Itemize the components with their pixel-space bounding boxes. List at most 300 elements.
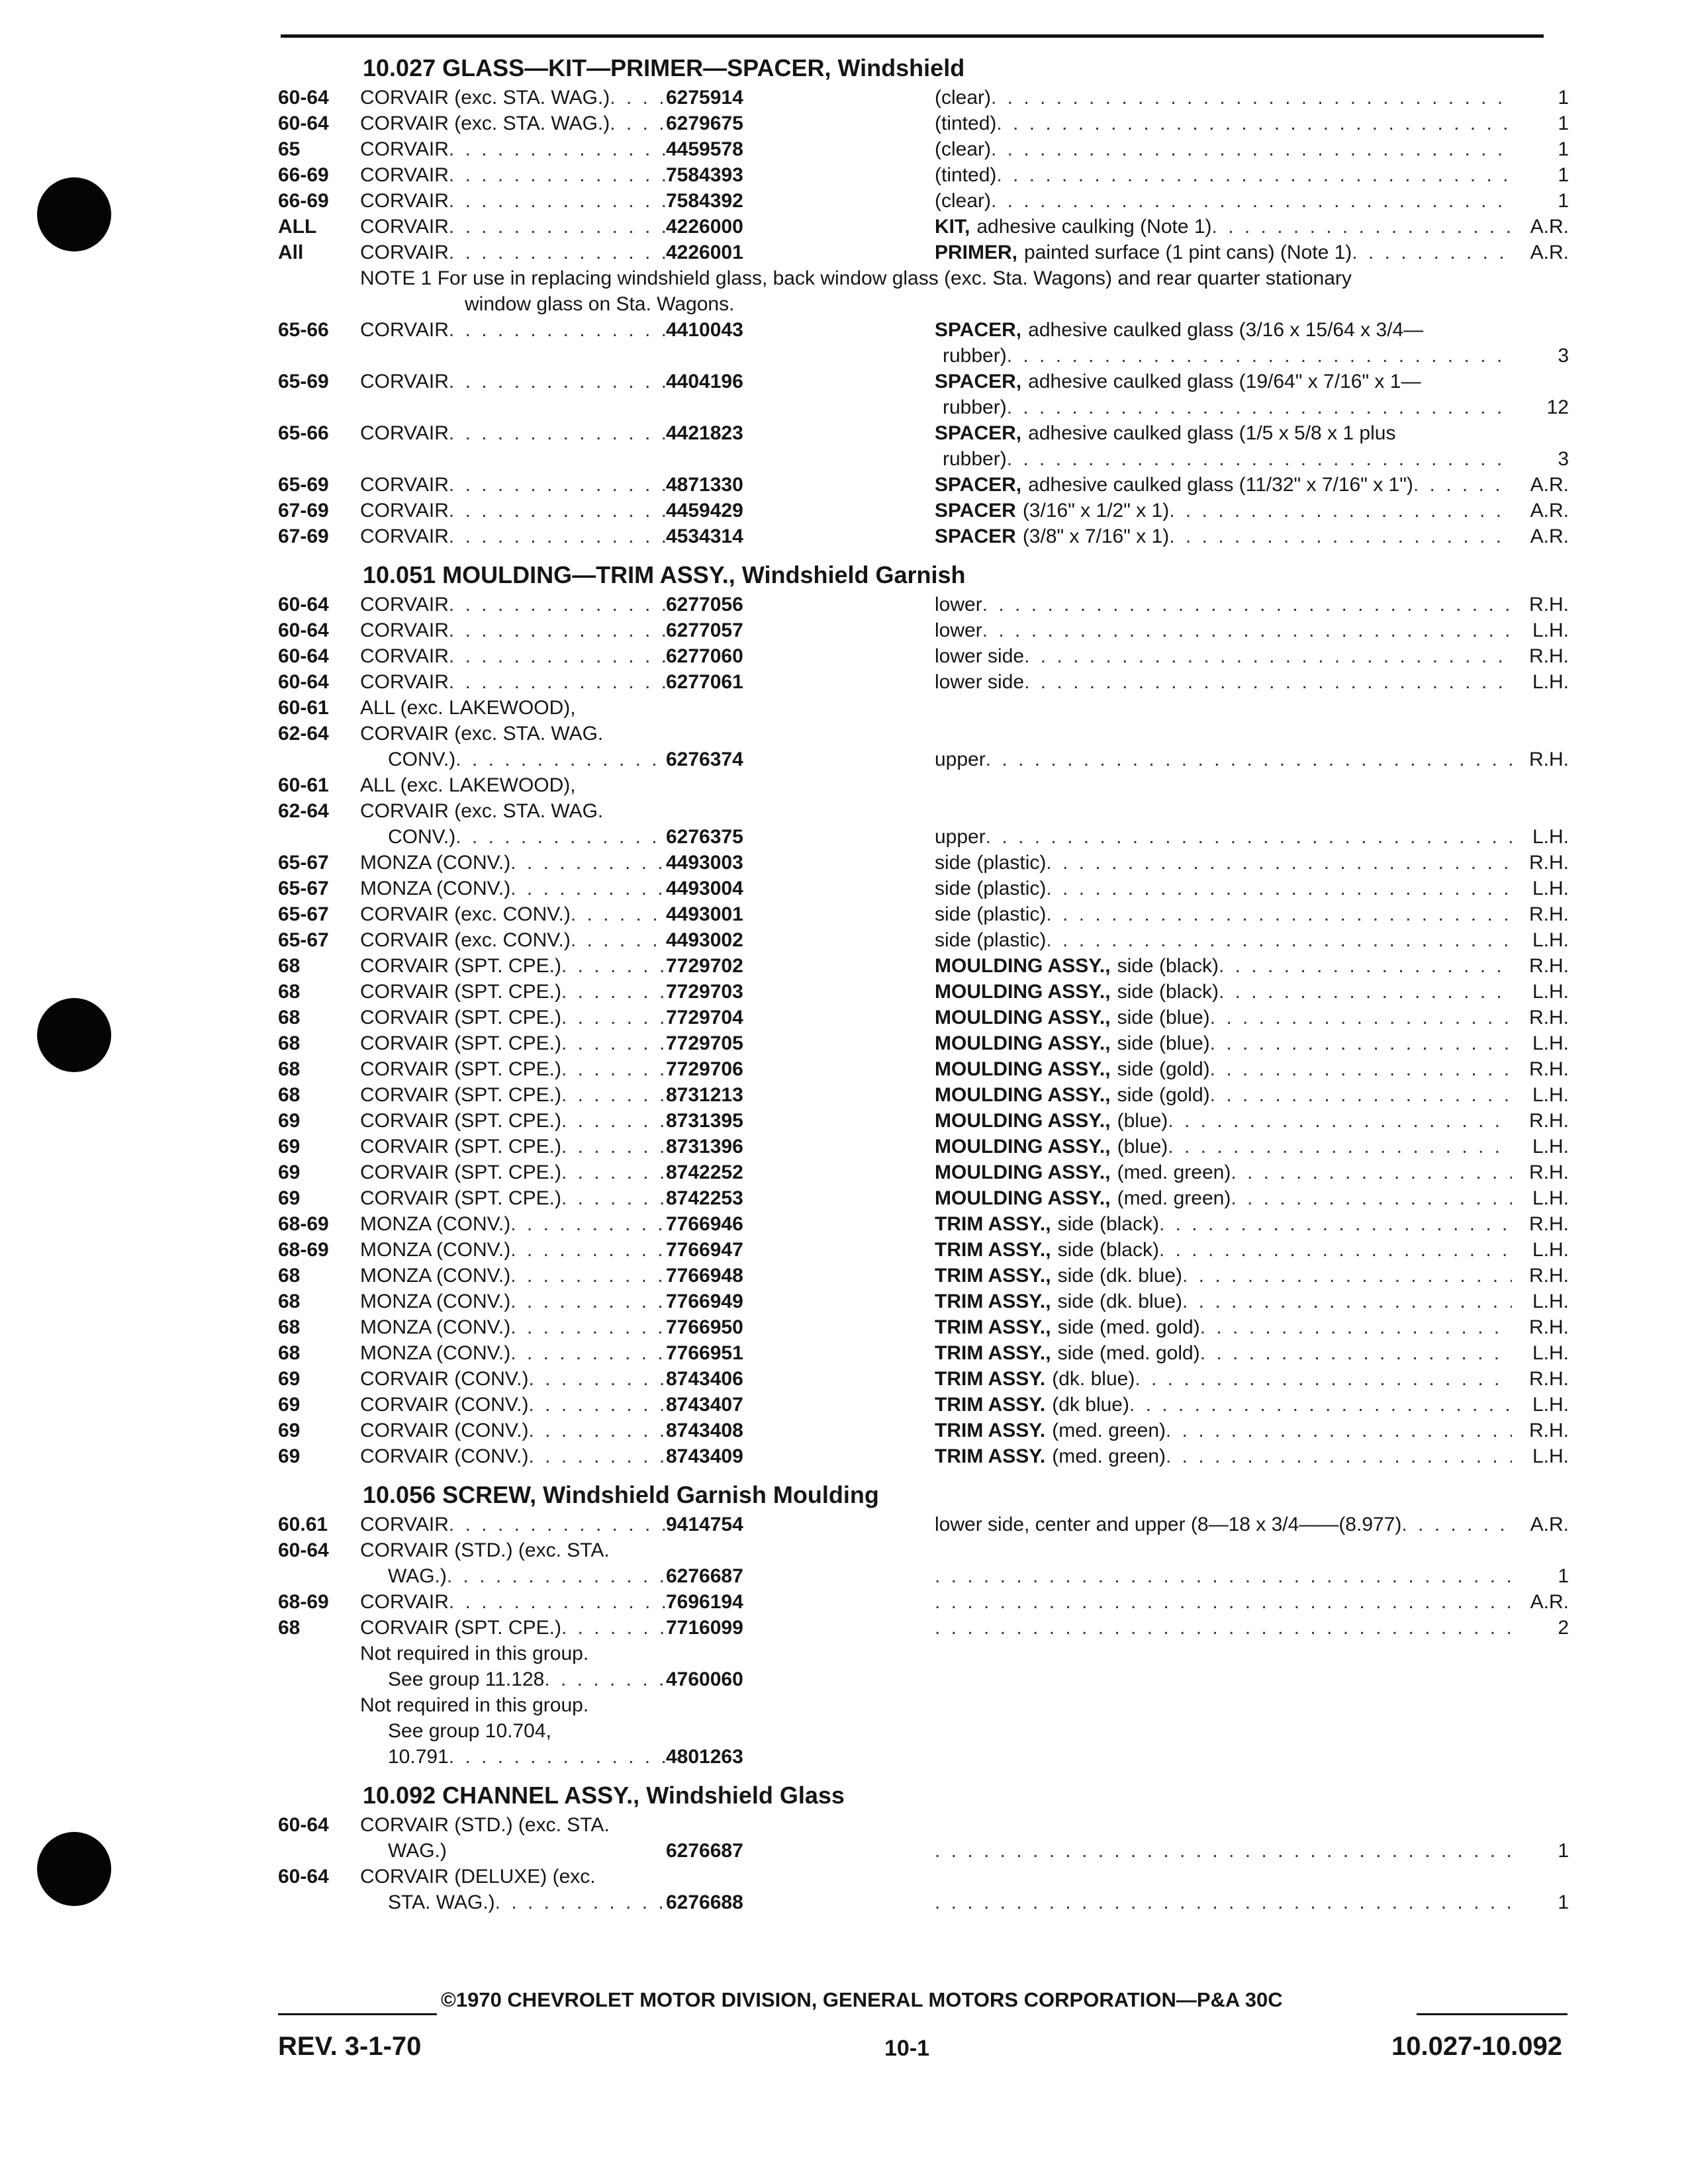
part-number: 6279675 — [666, 113, 743, 134]
model-text: See group 10.704, — [388, 1720, 551, 1742]
quantity: A.R. — [1530, 1591, 1569, 1613]
table-row — [278, 1340, 1569, 1366]
section-heading — [278, 559, 1569, 592]
section-title: MOULDING—TRIM ASSY., — [442, 561, 735, 588]
row-model — [360, 1030, 666, 1056]
quantity: L.H. — [1532, 1084, 1569, 1106]
table-row — [278, 1030, 1569, 1056]
row-year: 68 — [278, 1007, 301, 1028]
row-description — [935, 1082, 1512, 1108]
row-year — [278, 394, 360, 420]
table-row — [278, 1289, 1569, 1314]
row-description — [935, 695, 1512, 721]
row-year: 65-67 — [278, 878, 329, 899]
table-row — [278, 1185, 1569, 1211]
row-model — [360, 1563, 666, 1589]
table-row — [278, 1812, 1569, 1838]
row-model — [360, 1082, 666, 1108]
model-text: CORVAIR (SPT. CPE.) — [360, 1161, 561, 1183]
part-number: 8731213 — [666, 1084, 743, 1106]
description-text: (med. green) — [1052, 1420, 1166, 1441]
row-description — [935, 317, 1512, 343]
dot-leader — [982, 617, 1512, 643]
quantity — [1512, 1744, 1569, 1770]
row-description — [935, 1666, 1512, 1692]
dot-leader — [1046, 850, 1512, 876]
model-text: CORVAIR — [360, 1591, 449, 1613]
description-keyword: MOULDING ASSY., — [935, 1084, 1111, 1106]
model-text: CORVAIR — [360, 216, 449, 238]
quantity: A.R. — [1530, 1514, 1569, 1535]
model-text: See group 11.128 — [388, 1668, 545, 1690]
model-text: 10.791 — [388, 1746, 449, 1768]
row-description — [935, 1838, 1512, 1864]
model-text: CORVAIR (SPT. CPE.) — [360, 1136, 561, 1158]
row-description — [935, 446, 1512, 472]
part-number: 7766950 — [666, 1316, 743, 1338]
quantity — [1512, 1718, 1569, 1744]
row-model — [360, 695, 666, 721]
table-row — [278, 953, 1569, 979]
description-text: rubber) — [943, 345, 1007, 367]
table-row — [278, 498, 1569, 523]
description-text: lower side — [935, 645, 1025, 667]
description-text: adhesive caulking (Note 1) — [976, 216, 1212, 238]
table-row — [278, 1443, 1569, 1469]
row-model — [360, 1641, 666, 1666]
row-description — [935, 214, 1512, 240]
row-year: 60-64 — [278, 113, 329, 134]
row-year: 69 — [278, 1368, 301, 1390]
row-model — [360, 85, 666, 111]
row-year: 68-69 — [278, 1213, 329, 1235]
row-description — [935, 1056, 1512, 1082]
dot-leader — [449, 669, 666, 695]
row-description — [935, 369, 1512, 394]
model-text: CORVAIR — [360, 645, 449, 667]
dot-leader — [449, 1744, 666, 1770]
quantity: 1 — [1558, 1891, 1569, 1913]
footer-rule-right — [1417, 2013, 1568, 2015]
table-row — [278, 1418, 1569, 1443]
model-text: CORVAIR (exc. CONV.) — [360, 903, 571, 925]
row-description — [935, 850, 1512, 876]
part-number: 8742252 — [666, 1161, 743, 1183]
section-heading — [278, 52, 1569, 85]
dot-leader — [1231, 1185, 1512, 1211]
description-keyword: MOULDING ASSY., — [935, 1007, 1111, 1028]
dot-leader — [935, 1838, 1512, 1864]
section-number: 10.051 — [363, 561, 436, 588]
part-number: 4421823 — [666, 422, 743, 444]
row-year — [278, 1692, 360, 1718]
table-row — [278, 162, 1569, 188]
row-year: 69 — [278, 1420, 301, 1441]
section-subtitle: Windshield Glass — [646, 1782, 845, 1809]
description-keyword: KIT, — [935, 216, 970, 238]
part-number: 4760060 — [666, 1668, 743, 1690]
dot-leader — [1413, 472, 1512, 498]
description-text: side (blue) — [1117, 1032, 1210, 1054]
part-number: 8731395 — [666, 1110, 743, 1132]
quantity — [1512, 1692, 1569, 1718]
model-text: CORVAIR (SPT. CPE.) — [360, 1007, 561, 1028]
quantity: 12 — [1546, 396, 1569, 418]
row-year: 65-66 — [278, 319, 329, 341]
dot-leader — [1200, 1314, 1512, 1340]
description-text: lower side — [935, 671, 1025, 693]
row-year: All — [278, 242, 304, 263]
description-text: (tinted) — [935, 113, 997, 134]
dot-leader — [1024, 669, 1512, 695]
description-keyword: MOULDING ASSY., — [935, 1032, 1111, 1054]
row-model — [360, 1108, 666, 1134]
quantity: L.H. — [1532, 1394, 1569, 1416]
section-title: SCREW, — [442, 1481, 537, 1508]
table-row — [278, 901, 1569, 927]
row-model — [360, 617, 666, 643]
table-row — [278, 1744, 1569, 1770]
row-year: 68 — [278, 1342, 301, 1364]
model-text: CORVAIR (STD.) (exc. STA. — [360, 1814, 610, 1836]
description-text: side (black) — [1057, 1239, 1159, 1261]
row-model — [360, 1237, 666, 1263]
dot-leader — [610, 85, 666, 111]
row-year: 65 — [278, 138, 301, 160]
dot-leader — [510, 1289, 666, 1314]
description-text: (tinted) — [935, 164, 997, 186]
table-row — [278, 369, 1569, 394]
quantity: R.H. — [1529, 955, 1569, 977]
page-number: 10-1 — [884, 2036, 930, 2061]
table-row — [278, 979, 1569, 1005]
dot-leader — [561, 1108, 666, 1134]
quantity — [1512, 317, 1569, 343]
table-row — [278, 472, 1569, 498]
model-text: CORVAIR (SPT. CPE.) — [360, 1617, 561, 1639]
model-text: MONZA (CONV.) — [360, 1239, 511, 1261]
dot-leader — [991, 188, 1512, 214]
dot-leader — [1135, 1366, 1512, 1392]
model-text: CORVAIR (SPT. CPE.) — [360, 981, 561, 1003]
row-description — [935, 1108, 1512, 1134]
model-text: CORVAIR (SPT. CPE.) — [360, 1110, 561, 1132]
row-model — [360, 420, 666, 446]
dot-leader — [447, 1563, 666, 1589]
row-description — [935, 1211, 1512, 1237]
dot-leader — [1210, 1005, 1512, 1030]
row-year — [278, 1641, 360, 1666]
footer-rule-left — [278, 2013, 437, 2015]
section-number: 10.027 — [363, 54, 436, 81]
table-row — [278, 824, 1569, 850]
row-description — [935, 1812, 1512, 1838]
dot-leader — [449, 214, 666, 240]
row-description — [935, 876, 1512, 901]
quantity: R.H. — [1529, 1058, 1569, 1080]
part-number: 8743408 — [666, 1420, 743, 1441]
row-description — [935, 1864, 1512, 1889]
row-year: 62-64 — [278, 800, 329, 822]
table-row — [278, 1512, 1569, 1537]
row-description — [935, 1718, 1512, 1744]
model-text: CORVAIR — [360, 138, 449, 160]
row-year — [278, 1889, 360, 1915]
description-text: side (black) — [1117, 981, 1219, 1003]
row-model — [360, 214, 666, 240]
row-model — [360, 1289, 666, 1314]
table-row-continued — [278, 343, 1569, 369]
row-description — [935, 420, 1512, 446]
row-description — [935, 1340, 1512, 1366]
row-model — [360, 1366, 666, 1392]
row-year: 65-67 — [278, 852, 329, 874]
part-number: 7584392 — [666, 190, 743, 212]
dot-leader — [986, 747, 1512, 772]
model-text: CORVAIR — [360, 500, 449, 522]
row-year: 60.61 — [278, 1514, 328, 1535]
quantity: R.H. — [1529, 1007, 1569, 1028]
row-description — [935, 394, 1512, 420]
table-row — [278, 111, 1569, 136]
row-year — [278, 343, 360, 369]
row-model — [360, 1589, 666, 1615]
description-text: painted surface (1 pint cans) (Note 1) — [1024, 242, 1352, 263]
part-number — [666, 343, 935, 369]
part-number — [666, 446, 935, 472]
description-text: side (black) — [1117, 955, 1219, 977]
row-year: 65-67 — [278, 929, 329, 951]
part-number: 4493003 — [666, 852, 743, 874]
dot-leader — [1166, 1418, 1512, 1443]
part-number: 4493001 — [666, 903, 743, 925]
row-description — [935, 901, 1512, 927]
dot-leader — [510, 1340, 666, 1366]
part-number: 7729703 — [666, 981, 743, 1003]
table-row — [278, 1589, 1569, 1615]
row-description — [935, 1641, 1512, 1666]
row-model — [360, 1056, 666, 1082]
description-keyword: MOULDING ASSY., — [935, 1110, 1111, 1132]
dot-leader — [529, 1366, 667, 1392]
description-keyword: SPACER, — [935, 371, 1022, 392]
quantity: R.H. — [1529, 1213, 1569, 1235]
dot-leader — [1168, 1134, 1512, 1160]
dot-leader — [1007, 394, 1512, 420]
dot-leader — [449, 498, 666, 523]
dot-leader — [996, 111, 1512, 136]
description-keyword: MOULDING ASSY., — [935, 1136, 1111, 1158]
description-text: side (plastic) — [935, 903, 1047, 925]
quantity: R.H. — [1529, 749, 1569, 770]
row-model — [360, 1392, 666, 1418]
model-text: CORVAIR — [360, 319, 449, 341]
description-text: side (gold) — [1117, 1084, 1210, 1106]
row-model — [360, 1418, 666, 1443]
dot-leader — [510, 1237, 666, 1263]
row-year — [278, 1718, 360, 1744]
model-text: CORVAIR — [360, 594, 449, 615]
row-model — [360, 1134, 666, 1160]
dot-leader — [455, 747, 666, 772]
row-model — [360, 721, 666, 747]
row-model — [360, 369, 666, 394]
description-text: (dk. blue) — [1052, 1368, 1135, 1390]
dot-leader — [561, 1615, 666, 1641]
dot-leader — [1219, 979, 1512, 1005]
table-row — [278, 1211, 1569, 1237]
dot-leader — [991, 136, 1512, 162]
model-text: CORVAIR (DELUXE) (exc. — [360, 1866, 596, 1888]
description-keyword: TRIM ASSY., — [935, 1213, 1051, 1235]
quantity — [1512, 772, 1569, 798]
part-number — [666, 695, 935, 721]
row-description — [935, 617, 1512, 643]
table-row — [278, 798, 1569, 824]
description-keyword: TRIM ASSY., — [935, 1291, 1051, 1312]
part-number: 4226001 — [666, 242, 743, 263]
binder-hole-bottom — [37, 1832, 111, 1906]
description-text: (blue) — [1117, 1110, 1168, 1132]
model-text: MONZA (CONV.) — [360, 1316, 511, 1338]
description-keyword: TRIM ASSY., — [935, 1342, 1051, 1364]
row-description — [935, 523, 1512, 549]
dot-leader — [449, 420, 666, 446]
part-number: 7766949 — [666, 1291, 743, 1312]
dot-leader — [1007, 446, 1512, 472]
dot-leader — [1129, 1392, 1512, 1418]
description-keyword: MOULDING ASSY., — [935, 1187, 1111, 1209]
table-row — [278, 1641, 1569, 1666]
description-keyword: TRIM ASSY., — [935, 1265, 1051, 1287]
description-text: side (dk. blue) — [1057, 1291, 1183, 1312]
dot-leader — [449, 188, 666, 214]
row-model — [360, 343, 666, 369]
part-number: 6276374 — [666, 749, 743, 770]
model-text: STA. WAG.) — [388, 1891, 495, 1913]
row-year: 60-64 — [278, 87, 329, 109]
model-text: CORVAIR — [360, 242, 449, 263]
quantity: A.R. — [1530, 216, 1569, 238]
table-row — [278, 136, 1569, 162]
row-year: 65-69 — [278, 474, 329, 496]
dot-leader — [561, 979, 666, 1005]
description-text: lower side, center and upper (8—18 x 3/4——(8.977) — [935, 1514, 1402, 1535]
dot-leader — [1046, 901, 1512, 927]
row-model — [360, 317, 666, 343]
dot-leader — [510, 1211, 666, 1237]
row-model — [360, 927, 666, 953]
quantity: L.H. — [1532, 1136, 1569, 1158]
row-year: 68 — [278, 1265, 301, 1287]
description-keyword: SPACER — [935, 525, 1016, 547]
row-description — [935, 798, 1512, 824]
part-number: 4493002 — [666, 929, 743, 951]
dot-leader — [935, 1563, 1512, 1589]
model-text: CORVAIR (SPT. CPE.) — [360, 1032, 561, 1054]
dot-leader — [449, 592, 666, 617]
row-description — [935, 1744, 1512, 1770]
row-description — [935, 136, 1512, 162]
row-description — [935, 1512, 1512, 1537]
row-year: 68 — [278, 1316, 301, 1338]
dot-leader — [1219, 953, 1512, 979]
row-model — [360, 798, 666, 824]
description-text: (3/8" x 7/16" x 1) — [1022, 525, 1170, 547]
section-number: 10.056 — [363, 1481, 436, 1508]
quantity: A.R. — [1530, 500, 1569, 522]
row-model — [360, 394, 666, 420]
quantity: L.H. — [1532, 619, 1569, 641]
table-row — [278, 1537, 1569, 1563]
row-description — [935, 1263, 1512, 1289]
description-text: side (med. gold) — [1057, 1316, 1200, 1338]
table-row — [278, 214, 1569, 240]
row-description — [935, 721, 1512, 747]
table-row — [278, 1563, 1569, 1589]
description-keyword: TRIM ASSY., — [935, 1239, 1051, 1261]
part-number: 7766947 — [666, 1239, 743, 1261]
dot-leader — [449, 1512, 666, 1537]
row-year: 60-64 — [278, 1539, 329, 1561]
description-keyword: MOULDING ASSY., — [935, 1161, 1111, 1183]
section-subtitle: Windshield Garnish Moulding — [543, 1481, 879, 1508]
description-text: side (plastic) — [935, 852, 1047, 874]
table-row — [278, 85, 1569, 111]
binder-hole-top — [37, 177, 111, 251]
row-model — [360, 162, 666, 188]
description-keyword: SPACER, — [935, 422, 1022, 444]
part-number — [666, 721, 935, 747]
row-model — [360, 111, 666, 136]
part-number: 8743407 — [666, 1394, 743, 1416]
row-year — [278, 1838, 360, 1864]
quantity — [1512, 1666, 1569, 1692]
model-text: Not required in this group. — [360, 1694, 589, 1716]
description-text: upper — [935, 749, 986, 770]
row-description — [935, 1443, 1512, 1469]
quantity: A.R. — [1530, 242, 1569, 263]
row-model — [360, 669, 666, 695]
part-number: 4404196 — [666, 371, 743, 392]
row-model — [360, 953, 666, 979]
part-number: 6277060 — [666, 645, 743, 667]
quantity — [1512, 1864, 1569, 1889]
description-text: (med. green) — [1117, 1161, 1231, 1183]
model-text: CORVAIR (SPT. CPE.) — [360, 1058, 561, 1080]
part-number: 4459429 — [666, 500, 743, 522]
row-year: 65-66 — [278, 422, 329, 444]
dot-leader — [449, 523, 666, 549]
dot-leader — [544, 1666, 666, 1692]
dot-leader — [561, 953, 666, 979]
description-keyword: PRIMER, — [935, 242, 1018, 263]
quantity: A.R. — [1530, 525, 1569, 547]
description-keyword: TRIM ASSY. — [935, 1445, 1046, 1467]
top-rule — [281, 34, 1544, 38]
dot-leader — [935, 1889, 1512, 1915]
dot-leader — [1169, 498, 1512, 523]
part-number: 6276687 — [666, 1840, 743, 1862]
dot-leader — [1168, 1108, 1512, 1134]
table-row — [278, 188, 1569, 214]
part-number: 6276687 — [666, 1565, 743, 1587]
row-year: 60-64 — [278, 619, 329, 641]
row-description — [935, 1314, 1512, 1340]
description-text: rubber) — [943, 448, 1007, 470]
row-year: 60-64 — [278, 645, 329, 667]
model-text: CORVAIR (CONV.) — [360, 1445, 529, 1467]
